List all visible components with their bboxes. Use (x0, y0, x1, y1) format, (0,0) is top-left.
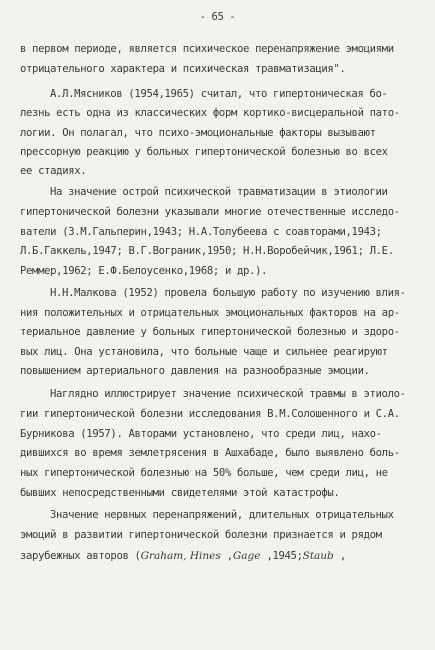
text-segment: ,1945; (260, 550, 303, 562)
text-line: эмоций в развитии гипертонической болезни признается и рядом (20, 529, 382, 541)
text-line: Значение нервных перенапряжений, длительных отрицательных (50, 509, 394, 521)
handwritten-author: Gage (232, 550, 261, 562)
text-line: Н.Н.Малкова (1952) провела большую работу по изучению влия- (50, 287, 406, 299)
text-line: бывших непосредственными свидетелями этой катастрофы. (20, 487, 340, 499)
text-line: гии гипертонической болезни исследования В.М.Солошенного и С.А. (20, 408, 400, 420)
text-line: дившихся во время землетрясения в Ашхабаде, было выявлено боль- (20, 447, 400, 459)
text-line: А.Л.Мясников (1954,1965) считал, что гипертоническая бо- (50, 88, 388, 100)
text-segment: , (333, 550, 346, 562)
text-segment: зарубежных авторов ( (20, 550, 141, 562)
text-segment: , (220, 550, 233, 562)
text-line: ватели (З.М.Гальперин,1943; Н.А.Толубеева с соавторами,1943; (20, 226, 382, 238)
text-line: ных гипертонической болезнью на 50% больше, чем среди лиц, не (20, 467, 388, 479)
text-line: Реммер,1962; Е.Ф.Белоусенко,1968; и др.). (20, 265, 268, 277)
text-line: териальное давление у больных гипертонической болезнью и здоро- (20, 326, 400, 338)
text-line: вых лиц. Она установила, что больные чаще и сильнее реагируют (20, 346, 388, 358)
text-line: ния положительных и отрицательных эмоциональных факторов на ар- (20, 307, 400, 319)
text-line: прессорную реакцию у больных гипертонической болезнью во всех (20, 146, 388, 158)
page-number: - 65 - (199, 11, 236, 23)
text-line: Л.Б.Гаккель,1947; В.Г.Вограник,1950; Н.Н.Воробейчик,1961; Л.Е. (20, 245, 394, 257)
text-line: гипертонической болезни указывали многие отечественные исследо- (20, 206, 400, 218)
text-line: Бурникова (1957). Авторами установлено, что среди лиц, нахо- (20, 428, 382, 440)
text-line: ее стадиях. (20, 165, 87, 177)
text-line: отрицательного характера и психическая травматизация". (20, 63, 346, 75)
text-line: логии. Он полагал, что психо-эмоциональные факторы вызывают (20, 127, 376, 139)
text-line: Наглядно иллюстрирует значение психической травмы в этиоло- (50, 388, 406, 400)
text-line-with-handwriting (20, 549, 420, 563)
handwritten-author: Staub (302, 550, 334, 562)
text-line: повышением артериального давления на разнообразные эмоции. (20, 365, 370, 377)
text-line: На значение острой психической травматизации в этиологии (50, 186, 388, 198)
text-line: в первом периоде, является психическое перенапряжение эмоциями (20, 43, 394, 55)
handwritten-author: Graham, Hines (140, 550, 221, 562)
text-line: лезнь есть одна из классических форм кортико-висцеральной пато- (20, 107, 400, 119)
